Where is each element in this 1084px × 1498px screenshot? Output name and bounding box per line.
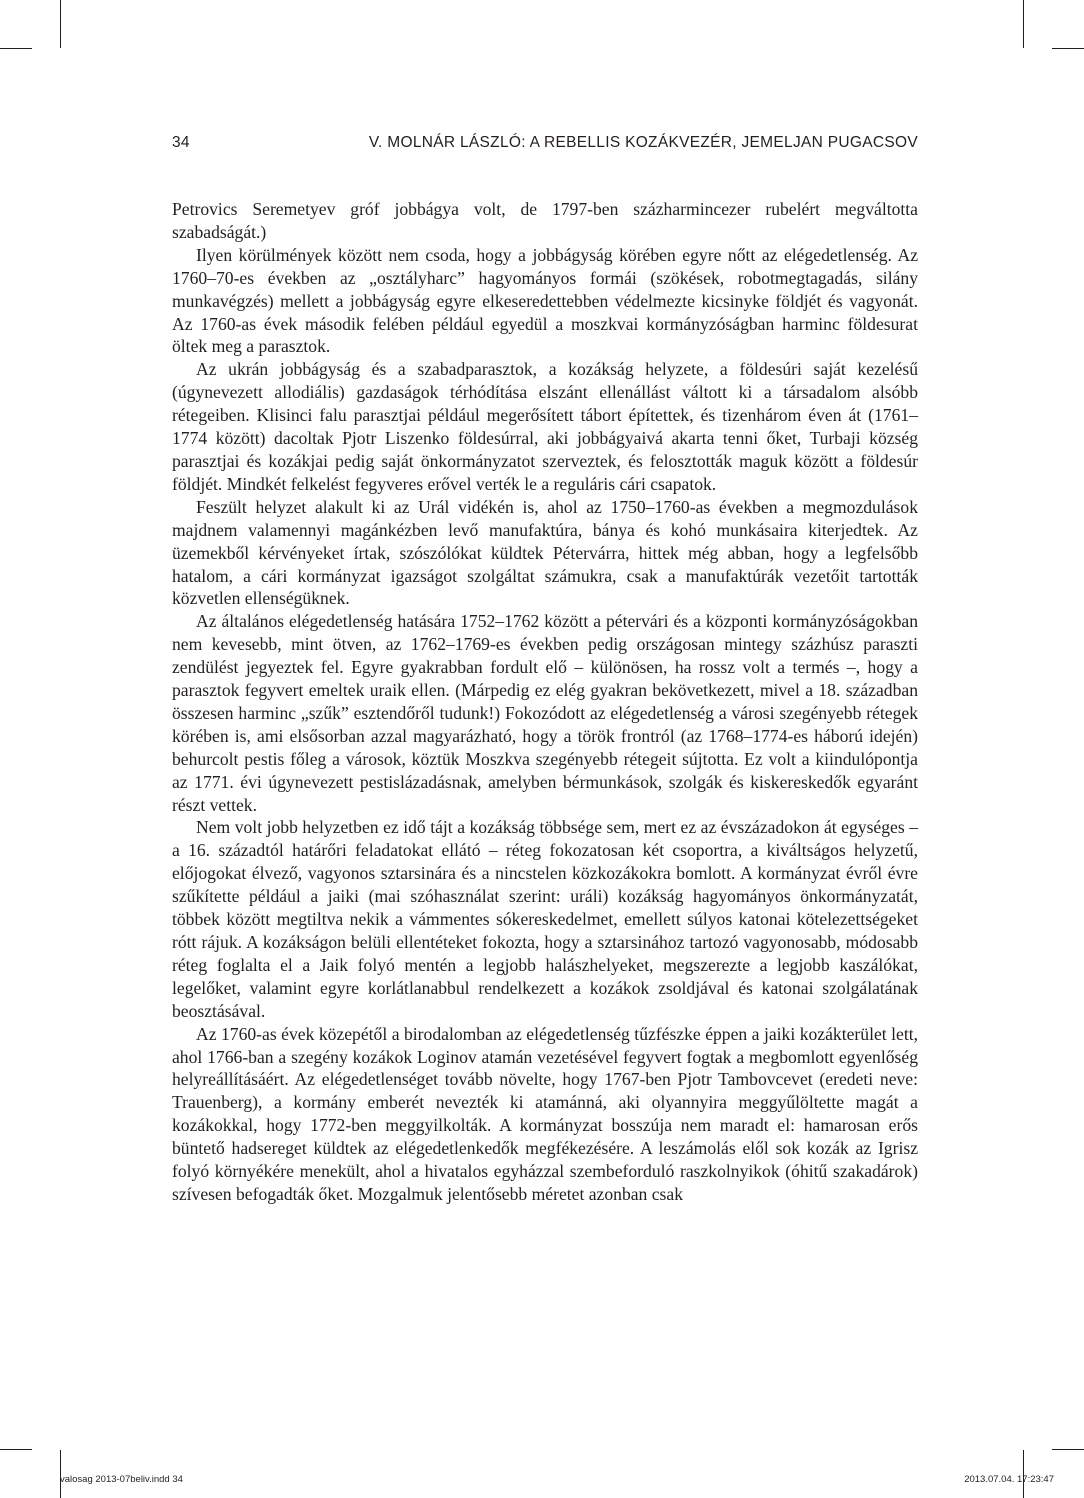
paragraph: Az 1760-as évek közepétől a birodalomban az elégedetlenség tűzfészke éppen a jaiki kozákterület lett, ahol 1766-ban a szegény kozákok Loginov atamán vezetésével fegyvert fogtak a megbomlott egyenlőség helyreállításáért. Az elégedetlenséget tovább növelte, hogy 1767-ben Pjotr Tambovcevet (eredeti neve: Trauenberg), a kormány emberét nevezték ki atamánná, aki olyannyira meggyűlöltette magát a kozákokkal, hogy 1772-ben meggyilkolták. A kormányzat bosszúja nem maradt el: hamarosan erős büntető hadsereget küldtek az elégedetlenkedők megfékezésére. A leszámolás elől sok kozák az Igrisz folyó környékére menekült, ahol a hivatalos egyházzal szembeforduló raszkolnyikok (óhitű szakadárok) szívesen befogadták őket. Mozgalmuk jelentősebb méretet azonban csak [172,1023,918,1204]
crop-mark-bottom-right [1052,1449,1084,1450]
running-title: V. MOLNÁR LÁSZLÓ: A REBELLIS KOZÁKVEZÉR, JEMELJAN PUGACSOV [368,134,918,151]
paragraph: Ilyen körülmények között nem csoda, hogy a jobbágyság körében egyre nőtt az elégedetlenség. Az 1760–70-es években az „osztályharc” hagyományos formái (szökések, robotmegtagadás, silány munkavégzés) mellett a jobbágyság egyre elkeseredettebben védelmezte kicsinyke földjét és vagyonát. Az 1760-as évek második felében például egyedül a moszkvai kormányzóságban harminc földesurat öltek meg a parasztok. [172,244,918,357]
paragraph: Az általános elégedetlenség hatására 1752–1762 között a pétervári és a központi kormányzóságokban nem kevesebb, mint ötven, az 1762–1769-es években pedig országosan mintegy százhúsz paraszti zendülést jegyeztek fel. Egyre gyakrabban fordult elő – különösen, ha rossz volt a termés –, hogy a parasztok fegyvert emeltek uraik ellen. (Márpedig ez elég gyakran bekövetkezett, mivel a 18. században összesen harminc „szűk” esztendőről tudunk!) Fokozódott az elégedetlenség a városi szegényebb rétegek körében is, ami elsősorban azzal magyarázható, hogy a török frontról (az 1768–1774-es háború idején) behurcolt pestis főleg a városok, köztük Moszkva szegényebb rétegeit sújtotta. Ez volt a kiindulópontja az 1771. évi úgynevezett pestislázadásnak, amelyben bérmunkások, szolgák és kiskereskedők egyaránt részt vettek. [172,611,918,815]
crop-mark-top-left [60,0,61,48]
paragraph: Nem volt jobb helyzetben ez idő tájt a kozákság többsége sem, mert ez az évszázadokon át egységes – a 16. századtól határőri feladatokat ellátó – réteg fokozatosan két csoportra, a kiváltságos helyzetű, előjogokat élvező, vagyonos sztarsinára és a nincstelen közkozákokra bomlott. A kormányzat évről évre szűkítette például a jaiki (mai szóhasználat szerint: uráli) kozákság hagyományos önkormányzatát, többek között megtiltva nekik a vámmentes sókereskedelmet, emellett súlyos katonai kötelezettségeket rótt rájuk. A kozákságon belüli ellentéteket fokozta, hogy a sztarsinához tartozó vagyonosabb, módosabb réteg foglalta el a Jaik folyó mentén a legjobb halászhelyeket, megszerezte a legjobb kaszálókat, legelőket, valamint egyre korlátlanabbul rendelkezett a kozákok zsoldjával és katonai szolgálatának beosztásával. [172,817,918,1021]
paragraph: Feszült helyzet alakult ki az Urál vidékén is, ahol az 1750–1760-as években a megmozdulások majdnem valamennyi magánkézben levő manufaktúra, bánya és kohó munkásaira kiterjedtek. Az üzemekből kérvényeket írtak, szószólókat küldtek Pétervárra, hittek még abban, hogy a legfelsőbb hatalom, a cári kormányzat igazságot szolgáltat számukra, csak a manufaktúrák vezetőit tartották közvetlen ellenségüknek. [172,496,918,609]
crop-mark-bottom-left [0,1449,32,1450]
crop-mark-top-left [0,48,32,49]
page-number: 34 [172,134,190,151]
crop-mark-top-right [1052,48,1084,49]
paragraph-continued: Petrovics Seremetyev gróf jobbágya volt, de 1797-ben százharmincezer rubelért megváltotta szabadságát.) [172,199,918,242]
body-text [172,198,918,1206]
print-slug-file: valosag 2013-07beliv.indd 34 [60,1474,183,1485]
paragraph: Az ukrán jobbágyság és a szabadparasztok, a kozákság helyzete, a földesúri saját kezelésű (úgynevezett allodiális) gazdaságok térhódítása elszánt ellenállást váltott ki a társadalom alsóbb rétegeiben. Klisinci falu parasztjai például megerősített tábort építettek, és tizenhárom éven át (1761–1774 között) dacoltak Pjotr Liszenko földesúrral, aki jobbágyaivá akarta tenni őket, Turbaji község parasztjai és kozákjai pedig saját önkormányzatot szerveztek, és felosztották maguk között a földesúr földjét. Mindkét felkelést fegyveres erővel verték le a reguláris cári csapatok. [172,359,918,494]
print-slug-timestamp: 2013.07.04. 17:23:47 [964,1474,1054,1485]
crop-mark-top-right [1023,0,1024,48]
running-header [172,134,918,156]
